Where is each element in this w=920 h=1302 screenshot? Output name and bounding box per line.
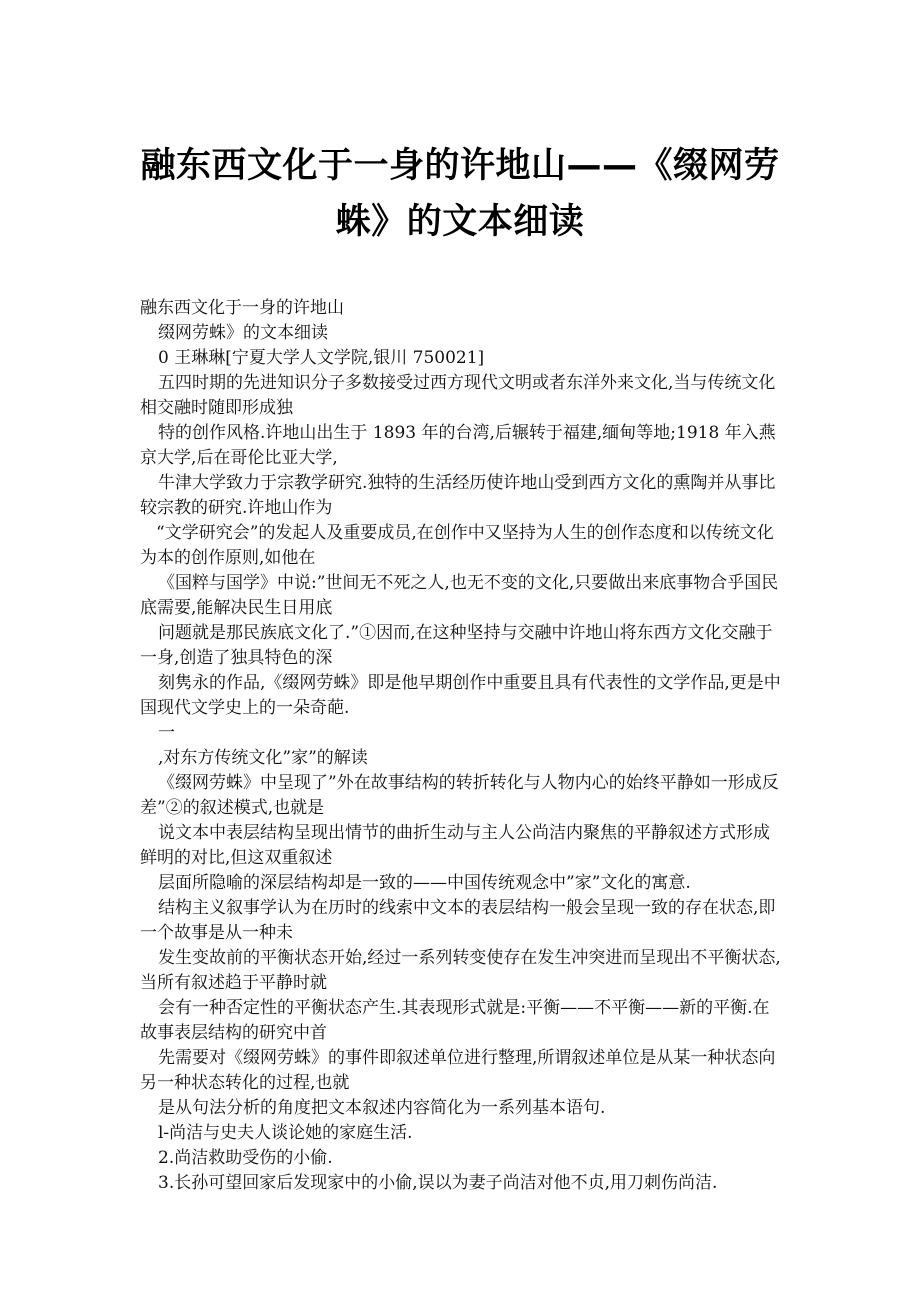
paragraph: 特的创作风格.许地山出生于 1893 年的台湾,后辗转于福建,缅甸等地;1918 年入燕京大学,后在哥伦比亚大学,: [140, 423, 776, 468]
paragraph: 缀网劳蛛》的文本细读: [158, 323, 328, 343]
paragraph: 融东西文化于一身的许地山: [140, 298, 344, 318]
paragraph: 《国粹与国学》中说:”世间无不死之人,也无不变的文化,只要做出来底事物合乎国民底需要,能解决民生日用底: [140, 573, 779, 618]
paragraph: 问题就是那民族底文化了.”①因而,在这种坚持与交融中许地山将东西方文化交融于一身,创造了独具特色的深: [140, 623, 773, 668]
document-body: [140, 296, 784, 1196]
list-item: l-尚洁与史夫人谈论她的家庭生活.: [158, 1123, 413, 1143]
paragraph: 刻隽永的作品,《缀网劳蛛》即是他早期创作中重要且具有代表性的文学作品,更是中国现代文学史上的一朵奇葩.: [140, 673, 781, 718]
paragraph: 发生变故前的平衡状态开始,经过一系列转变使存在发生冲突进而呈现出不平衡状态,当所有叙述趋于平静时就: [140, 948, 781, 993]
paragraph: 《缀网劳蛛》中呈现了”外在故事结构的转折转化与人物内心的始终平静如一形成反差”②的叙述模式,也就是: [140, 773, 779, 818]
paragraph: 结构主义叙事学认为在历时的线索中文本的表层结构一般会呈现一致的存在状态,即一个故事是从一种未: [140, 898, 776, 943]
document-title: 融东西文化于一身的许地山——《缀网劳蛛》的文本细读: [140, 146, 780, 242]
paragraph: 说文本中表层结构呈现出情节的曲折生动与主人公尚洁内聚焦的平静叙述方式形成鲜明的对比,但这双重叙述: [140, 823, 770, 868]
paragraph: 五四时期的先进知识分子多数接受过西方现代文明或者东洋外来文化,当与传统文化相交融时随即形成独: [140, 373, 776, 418]
section-heading: ,对东方传统文化”家”的解读: [158, 748, 368, 768]
paragraph: 会有一种否定性的平衡状态产生.其表现形式就是:平衡——不平衡——新的平衡.在故事表层结构的研究中首: [140, 998, 770, 1043]
paragraph: 0 王琳琳[宁夏大学人文学院,银川 750021]: [158, 348, 485, 368]
list-item: 2.尚洁救助受伤的小偷.: [158, 1148, 333, 1168]
paragraph: 先需要对《缀网劳蛛》的事件即叙述单位进行整理,所谓叙述单位是从某一种状态向另一种状态转化的过程,也就: [140, 1048, 776, 1093]
paragraph: “文学研究会”的发起人及重要成员,在创作中又坚持为人生的创作态度和以传统文化为本的创作原则,如他在: [140, 523, 774, 568]
list-item: 3.长孙可望回家后发现家中的小偷,误以为妻子尚洁对他不贞,用刀刺伤尚洁.: [158, 1173, 718, 1193]
paragraph: 牛津大学致力于宗教学研究.独特的生活经历使许地山受到西方文化的熏陶并从事比较宗教的研究.许地山作为: [140, 473, 776, 518]
paragraph: 层面所隐喻的深层结构却是一致的——中国传统观念中”家”文化的寓意.: [158, 873, 691, 893]
section-number: 一: [158, 723, 175, 743]
paragraph: 是从句法分析的角度把文本叙述内容简化为一系列基本语句.: [158, 1098, 606, 1118]
